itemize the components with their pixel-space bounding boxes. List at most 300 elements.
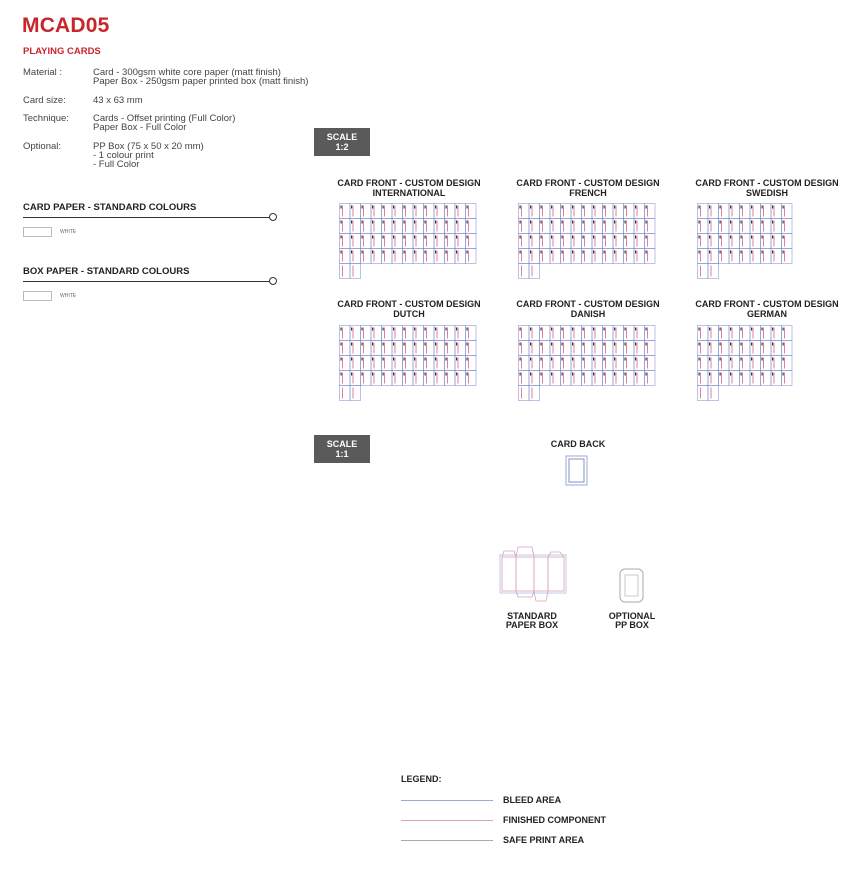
card-cell-index bbox=[383, 343, 384, 346]
pp-box-label-sub: PP BOX bbox=[615, 620, 649, 630]
card-sheet-danish[interactable] bbox=[518, 325, 658, 405]
card-cell-index bbox=[404, 373, 405, 376]
card-cell-index bbox=[446, 236, 447, 239]
card-cell-index bbox=[730, 373, 731, 376]
legend-label-bleed: BLEED AREA bbox=[503, 795, 562, 805]
card-cell-index bbox=[783, 328, 784, 331]
card-cell-index bbox=[551, 206, 552, 209]
card-cell-index bbox=[414, 373, 415, 376]
card-cell-index bbox=[730, 236, 731, 239]
card-cell-index bbox=[425, 358, 426, 361]
card-cell-index bbox=[446, 373, 447, 376]
card-cell-index bbox=[404, 251, 405, 254]
card-cell-index bbox=[562, 358, 563, 361]
card-cell-index bbox=[720, 206, 721, 209]
card-cell-index bbox=[435, 251, 436, 254]
card-cell-index bbox=[425, 343, 426, 346]
card-cell-index bbox=[446, 328, 447, 331]
card-cell-index bbox=[372, 206, 373, 209]
card-cell-index bbox=[414, 343, 415, 346]
card-cell-index bbox=[341, 373, 342, 376]
panel-title-danish bbox=[508, 299, 668, 319]
card-cell-index bbox=[530, 206, 531, 209]
card-cell-index bbox=[709, 343, 710, 346]
card-paper-heading: CARD PAPER - STANDARD COLOURS bbox=[23, 202, 197, 213]
card-cell-index bbox=[751, 343, 752, 346]
spec-value-material bbox=[93, 68, 308, 86]
card-cell-index bbox=[614, 251, 615, 254]
spec-line: Cards - Offset printing (Full Color) bbox=[93, 113, 236, 124]
card-cell-index bbox=[709, 358, 710, 361]
card-cell-index bbox=[583, 206, 584, 209]
card-cell-index bbox=[751, 236, 752, 239]
card-cell bbox=[529, 264, 540, 279]
card-cell-index bbox=[741, 358, 742, 361]
card-cell-index bbox=[772, 251, 773, 254]
card-cell-index bbox=[414, 328, 415, 331]
card-cell-index bbox=[530, 221, 531, 224]
card-cell-index bbox=[341, 206, 342, 209]
card-cell-index bbox=[720, 373, 721, 376]
card-cell-index bbox=[625, 328, 626, 331]
card-cell-index bbox=[414, 206, 415, 209]
card-cell bbox=[708, 264, 719, 279]
card-cell bbox=[350, 386, 361, 401]
paper-box-dieline[interactable] bbox=[498, 545, 568, 603]
card-cell-index bbox=[762, 373, 763, 376]
pp-box-label bbox=[597, 612, 667, 630]
card-cell-index bbox=[425, 251, 426, 254]
card-cell-index bbox=[741, 221, 742, 224]
panel-title-french bbox=[508, 178, 668, 198]
card-cell-index bbox=[404, 343, 405, 346]
card-cell-index bbox=[467, 206, 468, 209]
card-cell-index bbox=[604, 251, 605, 254]
card-sheet-swedish[interactable] bbox=[697, 203, 837, 283]
card-cell-index bbox=[351, 373, 352, 376]
card-cell-index bbox=[520, 358, 521, 361]
card-cell-index bbox=[467, 373, 468, 376]
card-cell-index bbox=[762, 221, 763, 224]
card-cell-index bbox=[562, 328, 563, 331]
card-cell-index bbox=[341, 251, 342, 254]
card-cell-index bbox=[699, 251, 700, 254]
card-cell-index bbox=[783, 221, 784, 224]
panel-title-line: CARD FRONT - CUSTOM DESIGN bbox=[695, 178, 839, 188]
spec-value-technique bbox=[93, 114, 235, 132]
card-cell-index bbox=[562, 221, 563, 224]
paper-box-label bbox=[497, 612, 567, 630]
paper-box-label-line: STANDARD bbox=[507, 611, 557, 621]
card-cell-index bbox=[341, 328, 342, 331]
card-cell-index bbox=[562, 251, 563, 254]
card-cell-index bbox=[404, 236, 405, 239]
card-cell-index bbox=[435, 328, 436, 331]
card-cell-index bbox=[635, 328, 636, 331]
card-cell-index bbox=[783, 236, 784, 239]
card-sheet-international[interactable] bbox=[339, 203, 479, 283]
card-sheet-german[interactable] bbox=[697, 325, 837, 405]
card-cell-index bbox=[699, 236, 700, 239]
card-cell-index bbox=[593, 328, 594, 331]
card-cell-index bbox=[562, 206, 563, 209]
card-cell-index bbox=[351, 358, 352, 361]
card-cell-index bbox=[383, 358, 384, 361]
panel-title-german bbox=[687, 299, 847, 319]
card-cell-index bbox=[393, 373, 394, 376]
card-cell-index bbox=[372, 328, 373, 331]
card-cell-index bbox=[530, 328, 531, 331]
card-cell-index bbox=[772, 328, 773, 331]
card-cell-index bbox=[404, 221, 405, 224]
card-cell-index bbox=[362, 343, 363, 346]
card-cell-index bbox=[604, 236, 605, 239]
card-cell bbox=[340, 264, 351, 279]
card-cell-index bbox=[730, 358, 731, 361]
card-cell-index bbox=[383, 373, 384, 376]
card-cell-index bbox=[351, 221, 352, 224]
card-cell-index bbox=[572, 251, 573, 254]
card-cell-index bbox=[730, 343, 731, 346]
card-cell bbox=[340, 386, 351, 401]
card-paper-swatch-label: WHITE bbox=[60, 229, 77, 235]
card-cell-index bbox=[635, 343, 636, 346]
card-cell-index bbox=[625, 358, 626, 361]
card-cell-index bbox=[614, 236, 615, 239]
card-cell-index bbox=[520, 343, 521, 346]
spec-label-material: Material : bbox=[23, 67, 63, 78]
card-cell-index bbox=[720, 343, 721, 346]
panel-title-sub: GERMAN bbox=[747, 309, 787, 319]
card-cell-index bbox=[541, 236, 542, 239]
panel-title-sub: DUTCH bbox=[393, 309, 425, 319]
card-cell-index bbox=[783, 358, 784, 361]
card-cell-index bbox=[709, 373, 710, 376]
card-cell-index bbox=[635, 373, 636, 376]
card-cell-index bbox=[614, 206, 615, 209]
spec-line: PP Box (75 x 50 x 20 mm) bbox=[93, 141, 204, 152]
legend-label-safe: SAFE PRINT AREA bbox=[503, 835, 585, 845]
card-cell-index bbox=[762, 358, 763, 361]
legend-label-finished: FINISHED COMPONENT bbox=[503, 815, 607, 825]
box-paper-divider bbox=[23, 281, 271, 282]
card-cell-index bbox=[625, 251, 626, 254]
card-cell-index bbox=[614, 221, 615, 224]
card-cell-index bbox=[730, 328, 731, 331]
card-cell-index bbox=[435, 236, 436, 239]
panel-title-dutch bbox=[329, 299, 489, 319]
card-cell-index bbox=[772, 358, 773, 361]
card-cell-index bbox=[783, 206, 784, 209]
card-cell-index bbox=[551, 221, 552, 224]
spec-label-optional: Optional: bbox=[23, 141, 62, 152]
card-cell-index bbox=[562, 236, 563, 239]
card-cell-index bbox=[551, 343, 552, 346]
card-cell-index bbox=[425, 373, 426, 376]
box-paper-swatch-white[interactable] bbox=[23, 291, 52, 301]
card-cell-index bbox=[772, 236, 773, 239]
spec-line: - 1 colour print bbox=[93, 150, 154, 161]
card-paper-swatch-white[interactable] bbox=[23, 227, 52, 237]
card-cell-index bbox=[614, 328, 615, 331]
card-cell-index bbox=[783, 373, 784, 376]
card-cell-index bbox=[393, 343, 394, 346]
card-cell-index bbox=[604, 328, 605, 331]
card-cell-index bbox=[635, 236, 636, 239]
card-cell-index bbox=[772, 221, 773, 224]
card-cell-index bbox=[709, 236, 710, 239]
card-cell-index bbox=[741, 206, 742, 209]
card-cell-index bbox=[341, 236, 342, 239]
card-cell-index bbox=[646, 206, 647, 209]
card-cell-index bbox=[593, 251, 594, 254]
card-cell-index bbox=[393, 236, 394, 239]
card-cell-index bbox=[646, 236, 647, 239]
card-cell-index bbox=[741, 236, 742, 239]
card-cell-index bbox=[520, 251, 521, 254]
card-cell-index bbox=[562, 343, 563, 346]
card-cell-index bbox=[604, 206, 605, 209]
card-cell-index bbox=[625, 343, 626, 346]
legend-line-finished bbox=[401, 820, 493, 821]
box-paper-swatch-label: WHITE bbox=[60, 293, 77, 299]
card-cell-index bbox=[541, 358, 542, 361]
card-cell-index bbox=[604, 221, 605, 224]
card-cell-index bbox=[541, 206, 542, 209]
card-cell-index bbox=[583, 236, 584, 239]
card-cell-index bbox=[593, 343, 594, 346]
card-cell-index bbox=[762, 206, 763, 209]
card-cell-index bbox=[604, 358, 605, 361]
card-cell-index bbox=[699, 328, 700, 331]
card-cell bbox=[350, 264, 361, 279]
card-cell-index bbox=[393, 358, 394, 361]
card-cell-index bbox=[362, 206, 363, 209]
panel-title-sub: INTERNATIONAL bbox=[372, 188, 446, 198]
product-code: MCAD05 bbox=[22, 14, 110, 37]
card-cell-index bbox=[414, 358, 415, 361]
card-cell-index bbox=[730, 251, 731, 254]
card-cell-index bbox=[709, 328, 710, 331]
card-cell-index bbox=[341, 343, 342, 346]
panel-title-sub: FRENCH bbox=[569, 188, 607, 198]
card-cell-index bbox=[572, 358, 573, 361]
card-cell-index bbox=[646, 221, 647, 224]
card-cell-index bbox=[572, 328, 573, 331]
card-paper-divider bbox=[23, 217, 271, 218]
card-cell-index bbox=[520, 373, 521, 376]
card-cell-index bbox=[467, 343, 468, 346]
spec-line: Paper Box - 250gsm paper printed box (matt finish) bbox=[93, 76, 309, 87]
card-cell-index bbox=[751, 206, 752, 209]
card-cell-index bbox=[541, 328, 542, 331]
card-cell-index bbox=[530, 251, 531, 254]
card-cell-index bbox=[456, 343, 457, 346]
panel-title-line: CARD FRONT - CUSTOM DESIGN bbox=[516, 178, 660, 188]
card-cell-index bbox=[414, 251, 415, 254]
card-cell-index bbox=[435, 373, 436, 376]
card-cell-index bbox=[435, 358, 436, 361]
card-cell-index bbox=[720, 358, 721, 361]
card-cell-index bbox=[625, 373, 626, 376]
card-cell-index bbox=[372, 236, 373, 239]
card-cell-index bbox=[572, 373, 573, 376]
card-paper-expand-handle[interactable] bbox=[269, 213, 277, 221]
card-cell-index bbox=[456, 373, 457, 376]
card-cell-index bbox=[730, 206, 731, 209]
card-cell-index bbox=[393, 221, 394, 224]
card-cell-index bbox=[751, 221, 752, 224]
card-cell-index bbox=[751, 373, 752, 376]
card-cell-index bbox=[351, 328, 352, 331]
card-cell-index bbox=[341, 358, 342, 361]
spec-value-optional bbox=[93, 142, 204, 169]
card-cell-index bbox=[741, 251, 742, 254]
product-name: PLAYING CARDS bbox=[23, 46, 101, 57]
card-cell-index bbox=[762, 343, 763, 346]
pp-box-template[interactable] bbox=[619, 568, 645, 604]
card-cell-index bbox=[456, 236, 457, 239]
paper-box-label-sub: PAPER BOX bbox=[505, 620, 559, 630]
card-cell-index bbox=[551, 358, 552, 361]
card-cell-index bbox=[551, 328, 552, 331]
card-cell-index bbox=[541, 343, 542, 346]
pp-box-label-line: OPTIONAL bbox=[608, 611, 656, 621]
spec-label-card-size: Card size: bbox=[23, 95, 66, 106]
card-cell-index bbox=[625, 236, 626, 239]
card-back-label: CARD BACK bbox=[550, 439, 606, 449]
card-cell-index bbox=[551, 251, 552, 254]
card-cell-index bbox=[414, 221, 415, 224]
card-cell-index bbox=[520, 221, 521, 224]
card-cell-index bbox=[393, 251, 394, 254]
card-cell-index bbox=[467, 236, 468, 239]
card-cell-index bbox=[362, 221, 363, 224]
card-cell bbox=[708, 386, 719, 401]
card-cell-index bbox=[351, 236, 352, 239]
card-cell-index bbox=[604, 373, 605, 376]
card-cell-index bbox=[520, 328, 521, 331]
card-cell-index bbox=[583, 328, 584, 331]
legend-line-bleed bbox=[401, 800, 493, 801]
card-cell-index bbox=[404, 358, 405, 361]
card-cell-index bbox=[446, 343, 447, 346]
card-cell-index bbox=[467, 251, 468, 254]
card-cell-index bbox=[435, 221, 436, 224]
card-cell-index bbox=[372, 358, 373, 361]
card-cell-index bbox=[741, 373, 742, 376]
card-cell-index bbox=[572, 221, 573, 224]
spec-value-card-size bbox=[93, 96, 143, 105]
card-cell-index bbox=[362, 373, 363, 376]
card-cell bbox=[519, 386, 530, 401]
card-cell-index bbox=[593, 206, 594, 209]
card-cell-index bbox=[720, 251, 721, 254]
scale-full-tag: SCALE 1:1 bbox=[314, 435, 370, 463]
card-cell-index bbox=[456, 221, 457, 224]
card-cell-index bbox=[467, 221, 468, 224]
card-cell-index bbox=[635, 206, 636, 209]
card-cell-index bbox=[425, 328, 426, 331]
spec-line: Card - 300gsm white core paper (matt finish) bbox=[93, 67, 281, 78]
card-cell-index bbox=[372, 343, 373, 346]
card-cell-index bbox=[783, 343, 784, 346]
card-cell-index bbox=[593, 221, 594, 224]
card-cell-index bbox=[741, 328, 742, 331]
card-cell-index bbox=[372, 221, 373, 224]
card-cell-index bbox=[456, 358, 457, 361]
card-cell-index bbox=[541, 221, 542, 224]
card-cell-index bbox=[383, 221, 384, 224]
panel-title-line: CARD FRONT - CUSTOM DESIGN bbox=[516, 299, 660, 309]
card-cell-index bbox=[414, 236, 415, 239]
card-cell-index bbox=[383, 236, 384, 239]
card-cell-index bbox=[435, 206, 436, 209]
card-cell-index bbox=[425, 221, 426, 224]
card-cell-index bbox=[520, 236, 521, 239]
card-cell-index bbox=[772, 373, 773, 376]
card-cell-index bbox=[551, 236, 552, 239]
panel-title-line: CARD FRONT - CUSTOM DESIGN bbox=[337, 299, 481, 309]
card-cell-index bbox=[751, 328, 752, 331]
panel-title-line: CARD FRONT - CUSTOM DESIGN bbox=[695, 299, 839, 309]
card-cell-index bbox=[646, 251, 647, 254]
card-cell-index bbox=[520, 206, 521, 209]
card-cell-index bbox=[625, 221, 626, 224]
card-cell-index bbox=[751, 251, 752, 254]
card-cell-index bbox=[362, 328, 363, 331]
card-cell-index bbox=[446, 206, 447, 209]
card-cell-index bbox=[572, 236, 573, 239]
card-cell-index bbox=[635, 221, 636, 224]
legend-line-safe bbox=[401, 840, 493, 841]
card-cell-index bbox=[583, 251, 584, 254]
card-cell-index bbox=[551, 373, 552, 376]
card-cell-index bbox=[772, 343, 773, 346]
box-paper-expand-handle[interactable] bbox=[269, 277, 277, 285]
card-cell-index bbox=[720, 221, 721, 224]
card-cell bbox=[698, 264, 709, 279]
card-cell-index bbox=[383, 328, 384, 331]
card-cell-index bbox=[646, 343, 647, 346]
card-cell-index bbox=[635, 251, 636, 254]
panel-title-sub: SWEDISH bbox=[745, 188, 788, 198]
card-sheet-french[interactable] bbox=[518, 203, 658, 283]
card-cell-index bbox=[720, 328, 721, 331]
card-cell-index bbox=[351, 251, 352, 254]
panel-title-swedish bbox=[687, 178, 847, 198]
card-cell-index bbox=[530, 373, 531, 376]
card-cell-index bbox=[625, 206, 626, 209]
spec-line: 43 x 63 mm bbox=[93, 95, 143, 106]
card-cell-index bbox=[404, 328, 405, 331]
card-cell-index bbox=[762, 328, 763, 331]
card-cell bbox=[698, 386, 709, 401]
card-cell-index bbox=[699, 221, 700, 224]
card-back-template[interactable] bbox=[565, 455, 589, 487]
card-cell-index bbox=[762, 236, 763, 239]
card-cell-index bbox=[383, 206, 384, 209]
spec-label-technique: Technique: bbox=[23, 113, 69, 124]
card-cell-index bbox=[614, 373, 615, 376]
card-cell-index bbox=[614, 343, 615, 346]
legend-heading: LEGEND: bbox=[401, 774, 442, 784]
card-cell-index bbox=[362, 358, 363, 361]
card-cell-index bbox=[446, 251, 447, 254]
card-sheet-dutch[interactable] bbox=[339, 325, 479, 405]
card-cell-index bbox=[562, 373, 563, 376]
card-cell-index bbox=[699, 343, 700, 346]
